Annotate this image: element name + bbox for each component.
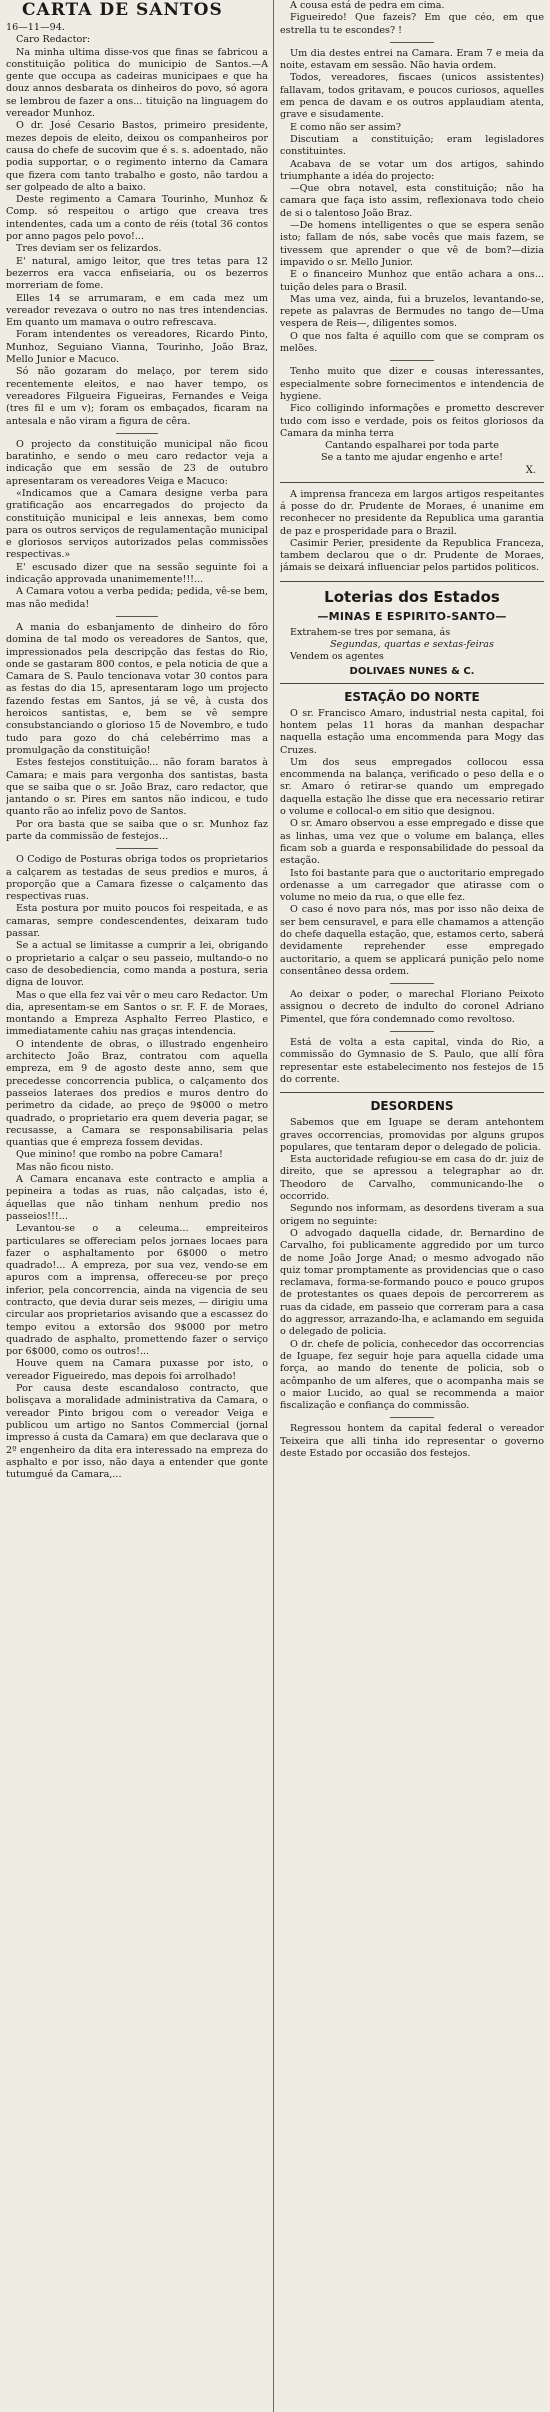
paragraph: Elles 14 se arrumaram, e em cada mez um vereador revezava o outro no nas tres intendencias. Em quanto um mamava o outro refrescava.	[6, 292, 268, 329]
paragraph: Sabemos que em Iguape se deram antehontem graves occorrencias, promovidas por alguns grupos populares, que tentaram depor o delegado de policia.	[280, 1117, 544, 1153]
paragraph: Mas uma vez, ainda, fui a bruzelos, levantando-se, repete as palavras de Bermudes no tango de—Uma vespera de Reis—, diligentes somos.	[280, 293, 544, 330]
lottery-header: Loterias dos Estados	[324, 587, 500, 606]
left-column	[6, 0, 268, 2412]
paragraph: Está de volta a esta capital, vinda do Rio, a commissão do Gymnasio de S. Paulo, que allí fôra representar este estabelecimento nos festejos de 15 do corrente.	[280, 1037, 544, 1085]
paragraph: Todos, vereadores, fiscaes (unicos assistentes) fallavam, todos gritavam, e poucos curiosos, aquelles em penca de davam e os outros applaudiam atenta, grave e sisudamente.	[280, 72, 544, 121]
paragraph: O dr. chefe de policia, conhecedor das occorrencias de Iguape, fez seguir hoje para aquella cidade uma força, ao mando do tenente de policia, sob o acômpanho de um alferes, que o acompanha mais se o maior Lucido, ao qual se recommenda a maior fiscalização e confiança do commissão.	[280, 1338, 544, 1412]
paragraph: O intendente de obras, o illustrado engenheiro architecto João Braz, contratou com aquella empreza, em 9 de agosto deste anno, sem que precedesse concorrencia publica, o calçamento dos passeios lateraes dos predios e muros dentro do perimetro da cidade, ao preço de 9$000 o metro quadrado, o proprietario era quem deveria pagar, se recusasse, a Camara se responsabilisaria pelas quantias que é empreza fossem devidas.	[6, 1038, 268, 1149]
agents-name: DOLIVAES NUNES & C.	[349, 665, 475, 677]
paragraph: Esta auctoridade refugiou-se em casa do dr. juiz de direito, que se apressou a telegraphar ao dr. Theodoro de Carvalho, communicando-lhe o occorrido.	[280, 1154, 544, 1203]
right-column	[280, 0, 544, 2412]
paragraph: Levantou-se o a celeuma... empreiteiros particulares se offereciam pelos jornaes locaes para fazer o asphaltamento por 6$000 o metro quadrado!... A empreza, por sua vez, vendo-se em apuros com a imprensa, offereceu-se por preço inferior, pela concorrencia, ainda na vigencia de seu contracto, que devia durar seis mezes, — dirigiu uma circular aos proprietarios avisando que a escassez do tempo evitou a extorsão dos 9$000 por metro quadrado de asphalto, promettendo fazer o serviço por 6$000, como os outros!...	[6, 1223, 268, 1358]
divider	[116, 848, 158, 849]
verse-line: Se a tanto me ajudar engenho e arte!	[321, 452, 503, 464]
paragraph: Regressou hontem da capital federal o vereador Teixeira que alli tinha ido representar o governo deste Estado por occasião dos festejos.	[280, 1423, 544, 1459]
paragraph: —De homens intelligentes o que se espera senão isto; fallam de nós, sabe vocês que mais fazem, se tivessem que aprender o que vê de bom?—dizia impavido o sr. Mello Junior.	[280, 220, 544, 268]
divider	[280, 1092, 544, 1093]
paragraph: O advogado daquella cidade, dr. Bernardino de Carvalho, foi publicamente aggredido por um turco de nome João Jorge Anad; o mesmo advogado não quiz tomar promptamente as providencias que o caso reclamava, forma-se-formando pouco e pouco grupos de protestantes os quaes depois de percorrerem as ruas da cidade, em passeio que correram para a casa do aggressor, arrazando-lha, e aclamando em seguida o delegado de policia.	[280, 1227, 544, 1338]
paragraph: Houve quem na Camara puxasse por isto, o vereador Figueiredo, mas depois foi arrolhado!	[6, 1358, 268, 1382]
paragraph: A Camara votou a verba pedida; pedida, vê-se bem, mas não medida!	[6, 586, 268, 610]
lottery-days: Segundas, quartas e sextas-feiras	[330, 639, 494, 651]
paragraph: E' natural, amigo leitor, que tres tetas para 12 bezerros era vacca enfiseiaria, ou os bezerros morreriam de fome.	[6, 255, 268, 292]
paragraph: O sr. Amaro observou a esse empregado e disse que as linhas, uma vez que o volume em balança, elles ficam sob a guarda e responsabilidade do pessoal da estação.	[280, 818, 544, 867]
paragraph: Por ora basta que se saiba que o sr. Munhoz faz parte da commissão de festejos...	[6, 818, 268, 842]
paragraph: Esta postura por muito poucos foi respeitada, e as camaras, sempre condescendentes, deixaram tudo passar.	[6, 903, 268, 940]
divider	[390, 360, 434, 361]
column-rule	[273, 0, 274, 2412]
paragraph: «Indicamos que a Camara designe verba para gratificação aos encarregados do projecto da constituição municipal e leis annexas, bem como para os outros serviços de regulamentação municipal e gloriosos serviços autorizados pelas commissões respectivas.»	[6, 487, 268, 561]
paragraph: E como não ser assim?	[290, 121, 401, 133]
paragraph: Tres deviam ser os felizardos.	[16, 243, 162, 255]
paragraph: A imprensa franceza em largos artigos respeitantes á posse do dr. Prudente de Moraes, é unanime em reconhecer no presidente da Republica uma garantia de paz e prosperidade para o Brazil.	[280, 488, 544, 537]
paragraph: Figueiredo! Que fazeis? Em que céo, em que estrella tu te escondes? !	[280, 12, 544, 36]
salutation: Caro Redactor:	[16, 34, 91, 46]
paragraph: Na minha ultima disse-vos que finas se fabricou a constituição politica do municipio de Santos.—A gente que occupa as cadeiras municipaes e que ha douz annos desbarata os dinheiros do povo, só agora se lembrou de fazer a ons... tituição na linguagem do vereador Munhoz.	[6, 46, 268, 120]
paragraph: O projecto da constituição municipal não ficou baratinho, e sendo o meu caro redactor veja a indicação que em sessão de 23 de outubro apresentaram os vereadores Veiga e Macuco:	[6, 438, 268, 487]
paragraph: Segundo nos informam, as desordens tiveram a sua origem no seguinte:	[280, 1203, 544, 1227]
divider	[280, 683, 544, 684]
paragraph: O Codigo de Posturas obriga todos os proprietarios a calçarem as testadas de seus predios e muros, á proporção que a Camara fizesse o calçamento das respectivas ruas.	[6, 854, 268, 903]
article-title: CARTA DE SANTOS	[22, 0, 223, 20]
paragraph: Vendem os agentes	[290, 651, 384, 663]
divider	[390, 1031, 434, 1032]
paragraph: Acabava de se votar um dos artigos, sahindo triumphante a idéa do projecto:	[280, 158, 544, 182]
disorder-header: DESORDENS	[370, 1099, 454, 1114]
signature: X.	[525, 464, 536, 476]
paragraph: Se a actual se limitasse a cumprir a lei, obrigando o proprietario a calçar o seu passeio, multando-o no caso de desobediencia, como manda a postura, seria digna de louvor.	[6, 940, 268, 989]
divider	[116, 433, 158, 434]
paragraph: O caso é novo para nós, mas por isso não deixa de ser bem censuravel, e para elle chamamos a attenção do chefe daquella estação, que, estamos certo, saberá devidamente reprehender esse empregado auctoritario, a quem se applicará punição pelo nome consentâneo dessa ordem.	[280, 904, 544, 977]
paragraph: O sr. Francisco Amaro, industrial nesta capital, foi hontem pelas 11 horas da manhan despachar naquella estação uma encommenda para Mogy das Cruzes.	[280, 707, 544, 756]
divider	[280, 581, 544, 582]
paragraph: Fico colligindo informações e prometto descrever tudo com isso e verdade, pois os feitos gloriosos da Camara da minha terra	[280, 403, 544, 439]
paragraph: Mas não ficou nisto.	[16, 1161, 114, 1173]
paragraph: Estes festejos constituição... não foram baratos à Camara; e mais para vergonha dos santistas, basta que se saiba que o sr. João Braz, caro redactor, que jantando o sr. Pires em santos não indicou, e tudo quanto rão ao infeliz povo de Santos.	[6, 757, 268, 818]
paragraph: Ao deixar o poder, o marechal Floriano Peixoto assignou o decreto de indulto do coronel Adriano Pimentel, que fóra condemnado como revoltoso.	[280, 989, 544, 1025]
paragraph: O que nos falta é aquillo com que se compram os melões.	[280, 330, 544, 355]
station-header: ESTAÇÃO DO NORTE	[344, 689, 480, 704]
lottery-subheader: —MINAS E ESPIRITO-SANTO—	[317, 609, 507, 623]
paragraph: Tenho muito que dizer e cousas interessantes, especialmente sobre fornecimentos e intendencia de hygiene.	[280, 366, 544, 402]
paragraph: Deste regimento a Camara Tourinho, Munhoz & Comp. só respeitou o artigo que creava tres intendentes, cada um a conto de réis (total 36 contos por anno pagos pelo povo!...	[6, 194, 268, 243]
divider	[390, 983, 434, 984]
paragraph: —Que obra notavel, esta constituição; não ha camara que faça isto assim, reflexionava todo cheio de si o talentoso João Braz.	[280, 183, 544, 219]
paragraph: Um dia destes entrei na Camara. Eram 7 e meia da noite, estavam em sessão. Não havia ordem.	[280, 47, 544, 72]
divider	[116, 616, 158, 617]
paragraph: Casimir Perier, presidente da Republica Franceza, tambem declarou que o dr. Prudente de Moraes, jámais se deixará influenciar pelos partidos politicos.	[280, 537, 544, 574]
paragraph: A mania do esbanjamento de dinheiro do fôro domina de tal modo os vereadores de Santos, que, impressionados pela descripção das festas do Rio, onde se gastaram 800 contos, e pela noticia de que a Camara de S. Paulo tencionava votar 30 contos para as festas do dia 15, apresentaram logo um projecto fazendo festas em Santos, já se vê, à custa dos heroicos santistas, e, bem se vê sempre consubstanciando o glorioso 15 de Novembro, e tudo tudo para gozo do chá celebérrimo mas a promulgação da constituição!	[6, 621, 268, 756]
divider	[390, 42, 434, 43]
paragraph: Só não gozaram do melaço, por terem sido recentemente eleitos, e nao haver tempo, os vereadores Filgueira Figueiras, Fernandes e Veiga (tres fil e um v); foram os embaçados, ficaram na antesala e não viram a figura de cêra.	[6, 366, 268, 427]
paragraph: Foram intendentes os vereadores, Ricardo Pinto, Munhoz, Seguiano Vianna, Tourinho, João Braz, Mello Junior e Macuco.	[6, 329, 268, 366]
paragraph: Mas o que ella fez vai vêr o meu caro Redactor. Um dia, apresentam-se em Santos o sr. F. F. de Moraes, montando a Empreza Asphalto Ferreo Plastico, e immediatamente cahiu nas graças intendencia.	[6, 989, 268, 1038]
paragraph: Um dos seus empregados collocou essa encommenda na balança, verificado o peso della e o sr. Amaro ó retirar-se quando um empregado daquella estação lhe disse que era necessario retirar o volume e collocal-o em sitio que designou.	[280, 756, 544, 818]
paragraph: O dr. José Cesario Bastos, primeiro presidente, mezes depois de eleito, deixou os companheiros por causa do chefe de sucovim que é s. s. adoentado, não podia supportar, o o regimento interno da Camara que fizera com tanto trabalho e gosto, não tardou a ser golpeado de alto a baixo.	[6, 120, 268, 193]
paragraph: Isto foi bastante para que o auctoritario empregado ordenasse a um carregador que atirasse com o volume no meio da rua, o que elle fez.	[280, 867, 544, 904]
verse-line: Cantando espalharei por toda parte	[325, 440, 499, 452]
paragraph: A cousa está de pedra em cima.	[290, 0, 445, 11]
paragraph: E o financeiro Munhoz que então achara a ons... tuição deles para o Brasil.	[280, 269, 544, 293]
divider	[390, 1417, 434, 1418]
divider	[280, 482, 544, 483]
paragraph: A Camara encanava este contracto e amplia a pepineira a todas as ruas, não calçadas, isto é, áquellas que não tinham nenhum predio nos passeios!!!...	[6, 1174, 268, 1222]
paragraph: E' escusado dizer que na sessão seguinte foi a indicação approvada unanimemente!!!...	[6, 561, 268, 586]
paragraph: Que minino! que rombo na pobre Camara!	[16, 1149, 223, 1161]
paragraph: Extrahem-se tres por semana, ás	[290, 626, 451, 638]
paragraph: Por causa deste escandaloso contracto, que bolisçava a moralidade administrativa da Camara, o vereador Pinto brigou com o vereador Veiga e publicou um artigo no Santos Commercial (jornal impresso á custa da Camara) em que declarava que o 2º engenheiro da dita era interessado na empreza do asphalto e por isso, não daya a entender que gonte tutumgué da Camara,...	[6, 1383, 268, 1481]
paragraph: Discutiam a constituição; eram legisladores constituintes.	[280, 133, 544, 158]
article-date: 16—11—94.	[6, 22, 65, 33]
